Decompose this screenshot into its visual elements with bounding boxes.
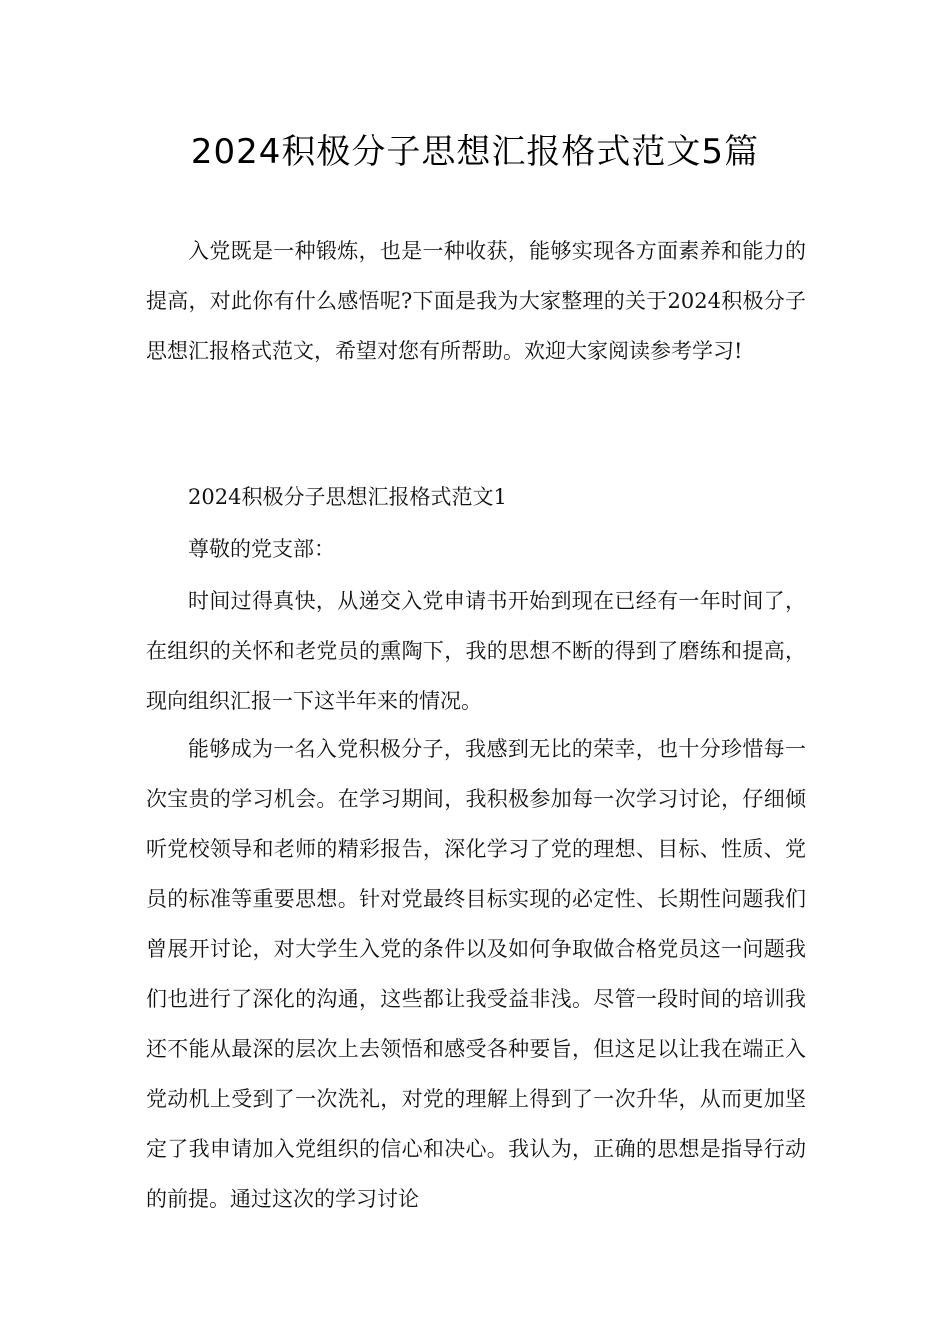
body-paragraph-1: 时间过得真快，从递交入党申请书开始到现在已经有一年时间了，在组织的关怀和老党员的熏陶下，我的思想不断的得到了磨练和提高，现向组织汇报一下这半年来的情况。 [146, 589, 806, 713]
document-title: 2024积极分子思想汇报格式范文5篇 [190, 132, 760, 172]
body-paragraph-2: 能够成为一名入党积极分子，我感到无比的荣幸，也十分珍惜每一次宝贵的学习机会。在学习期间，我积极参加每一次学习讨论，仔细倾听党校领导和老师的精彩报告，深化学习了党的理想、目标、性质、党员的标准等重要思想。针对党最终目标实现的必定性、长期性问题我们曾展开讨论，对大学生入党的条件以及如何争取做合格党员这一问题我们也进行了深化的沟通，这些都让我受益非浅。尽管一段时间的培训我还不能从最深的层次上去领悟和感受各种要旨，但这足以让我在端正入党动机上受到了一次洗礼，对党的理解上得到了一次升华，从而更加坚定了我申请加入党组织的信心和决心。我认为，正确的思想是指导行动的前提。通过这次的学习讨论 [146, 737, 806, 1211]
salutation: 尊敬的党支部： [188, 537, 335, 561]
intro-paragraph: 入党既是一种锻炼，也是一种收获，能够实现各方面素养和能力的提高，对此你有什么感悟呢?下面是我为大家整理的关于2024积极分子思想汇报格式范文，希望对您有所帮助。欢迎大家阅读参考学习! [146, 239, 806, 363]
section-heading: 2024积极分子思想汇报格式范文1 [188, 485, 507, 509]
